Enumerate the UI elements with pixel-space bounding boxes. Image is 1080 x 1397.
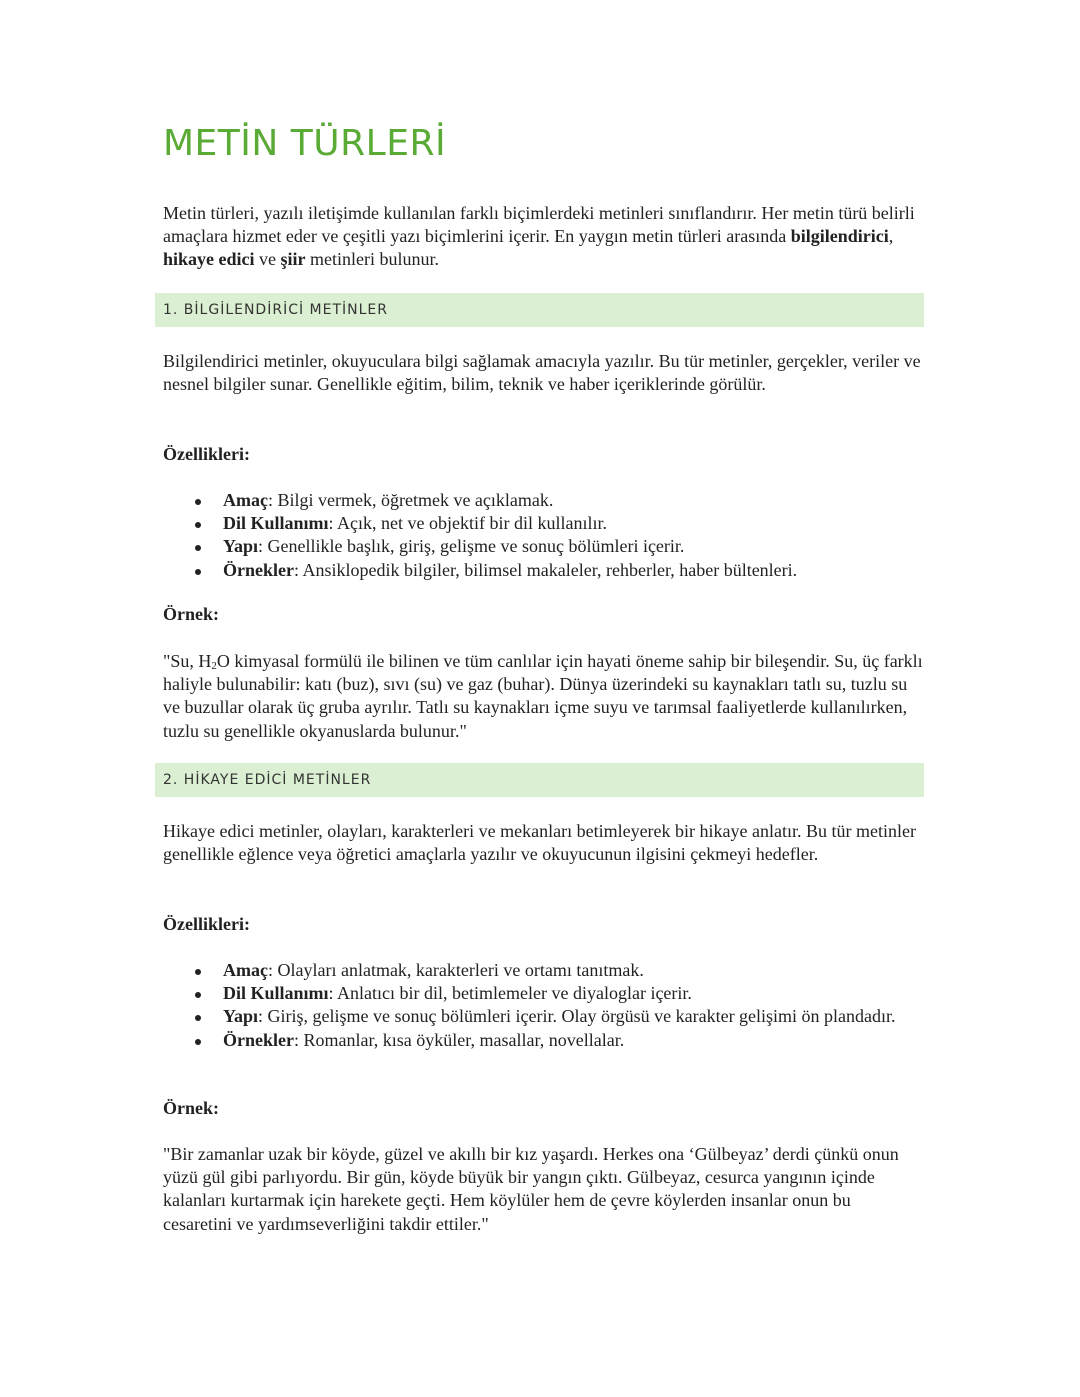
bullet-icon bbox=[195, 969, 201, 975]
feature-text: : Bilgi vermek, öğretmek ve açıklamak. bbox=[267, 490, 554, 510]
bullet-icon bbox=[195, 1039, 201, 1045]
document-title: METİN TÜRLERİ bbox=[163, 123, 447, 164]
feature-term: Örnekler bbox=[223, 1029, 294, 1050]
feature-text: : Olayları anlatmak, karakterleri ve ortamı tanıtmak. bbox=[267, 960, 644, 980]
list-item bbox=[163, 512, 923, 535]
feature-term: Dil Kullanımı bbox=[223, 983, 329, 1004]
features-label: Özellikleri: bbox=[163, 444, 250, 464]
example-label: Örnek: bbox=[163, 604, 219, 624]
feature-text: : Anlatıcı bir dil, betimlemeler ve diyaloglar içerir. bbox=[328, 983, 692, 1004]
intro-term-poetry: şiir bbox=[280, 249, 306, 270]
feature-text: : Giriş, gelişme ve sonuç bölümleri içerir. Olay örgüsü ve karakter gelişimi ön plandadır. bbox=[258, 1006, 896, 1027]
feature-text: : Ansiklopedik bilgiler, bilimsel makaleler, rehberler, haber bültenleri. bbox=[293, 559, 798, 580]
bullet-icon bbox=[195, 992, 201, 998]
features-label: Özellikleri: bbox=[163, 914, 250, 934]
bullet-icon bbox=[195, 545, 201, 551]
example-text-after: O kimyasal formülü ile bilinen ve tüm canlılar için hayati öneme sahip bir bileşendir. Su, üç farklı haliyle bulunabilir: katı (buz), sıvı (su) ve gaz (buhar). Dünya üzerindeki su kaynakları tatlı su, tuzlu su ve buzullar olarak üç gruba ayrılır. Tatlı su kaynakları içme suyu ve tarımsal faaliyetlerde kullanılırken, tuzlu su genellikle okyanuslarda bulunur." bbox=[163, 651, 923, 741]
example-paragraph: "Bir zamanlar uzak bir köyde, güzel ve akıllı bir kız yaşardı. Herkes ona ‘Gülbeyaz’ derdi çünkü onun yüzü gül gibi parlıyordu. Bir gün, köyde büyük bir yangın çıktı. Gülbeyaz, cesurca yangının içinde kalanları kurtarmak için harekete geçti. Hem köylüler hem de çevre köylerden insanlar onun bu cesaretini ve yardımseverliğini takdir ettiler." bbox=[163, 1144, 899, 1234]
features-list bbox=[163, 489, 923, 582]
section-paragraph: Hikaye edici metinler, olayları, karakterleri ve mekanları betimleyerek bir hikaye anlatır. Bu tür metinler genellikle eğlence veya öğretici amaçlarla yazılır ve okuyucunun ilgisini çekmeyi hedefler. bbox=[163, 821, 916, 865]
list-item bbox=[163, 489, 923, 512]
feature-text: : Açık, net ve objektif bir dil kullanılır. bbox=[328, 513, 607, 534]
feature-term: Yapı bbox=[223, 536, 259, 557]
feature-term: Yapı bbox=[223, 1006, 259, 1027]
bullet-icon bbox=[195, 1015, 201, 1021]
intro-separator-2: ve bbox=[254, 249, 281, 270]
example-paragraph bbox=[163, 650, 923, 743]
section-heading-text: 2. HİKAYE EDİCİ METİNLER bbox=[163, 772, 372, 788]
list-item bbox=[163, 559, 923, 582]
bullet-icon bbox=[195, 522, 201, 528]
example-label: Örnek: bbox=[163, 1098, 219, 1118]
subscript-2: 2 bbox=[211, 660, 217, 672]
feature-text: : Romanlar, kısa öyküler, masallar, novellalar. bbox=[293, 1029, 625, 1050]
feature-term: Amaç bbox=[223, 960, 268, 980]
list-item bbox=[163, 959, 923, 982]
feature-term: Amaç bbox=[223, 490, 268, 510]
intro-text-before: Metin türleri, yazılı iletişimde kullanılan farklı biçimlerdeki metinleri sınıflandırır. Her metin türü belirli amaçlara hizmet eder ve çeşitli yazı biçimlerini içerir. En yaygın metin türleri arasında bbox=[163, 203, 915, 247]
intro-text-after: metinleri bulunur. bbox=[305, 249, 439, 270]
list-item bbox=[163, 1005, 923, 1028]
section-heading-text: 1. BİLGİLENDİRİCİ METİNLER bbox=[163, 302, 389, 318]
example-text-before: "Su, H bbox=[163, 651, 212, 671]
bullet-icon bbox=[195, 499, 201, 505]
bullet-icon bbox=[195, 569, 201, 575]
list-item bbox=[163, 1029, 923, 1052]
intro-term-narrative: hikaye edici bbox=[163, 249, 255, 270]
section-heading-narrative bbox=[155, 763, 924, 797]
feature-text: : Genellikle başlık, giriş, gelişme ve sonuç bölümleri içerir. bbox=[258, 536, 685, 557]
intro-term-informative: bilgilendirici bbox=[790, 226, 889, 247]
feature-term: Örnekler bbox=[223, 559, 294, 580]
intro-separator-1: , bbox=[888, 226, 894, 247]
list-item bbox=[163, 535, 923, 558]
list-item bbox=[163, 982, 923, 1005]
feature-term: Dil Kullanımı bbox=[223, 513, 329, 534]
section-paragraph: Bilgilendirici metinler, okuyuculara bilgi sağlamak amacıyla yazılır. Bu tür metinler, gerçekler, veriler ve nesnel bilgiler sunar. Genellikle eğitim, bilim, teknik ve haber içeriklerinde görülür. bbox=[163, 351, 921, 395]
intro-paragraph bbox=[163, 202, 923, 272]
features-list bbox=[163, 959, 923, 1052]
section-heading-informative bbox=[155, 293, 924, 327]
